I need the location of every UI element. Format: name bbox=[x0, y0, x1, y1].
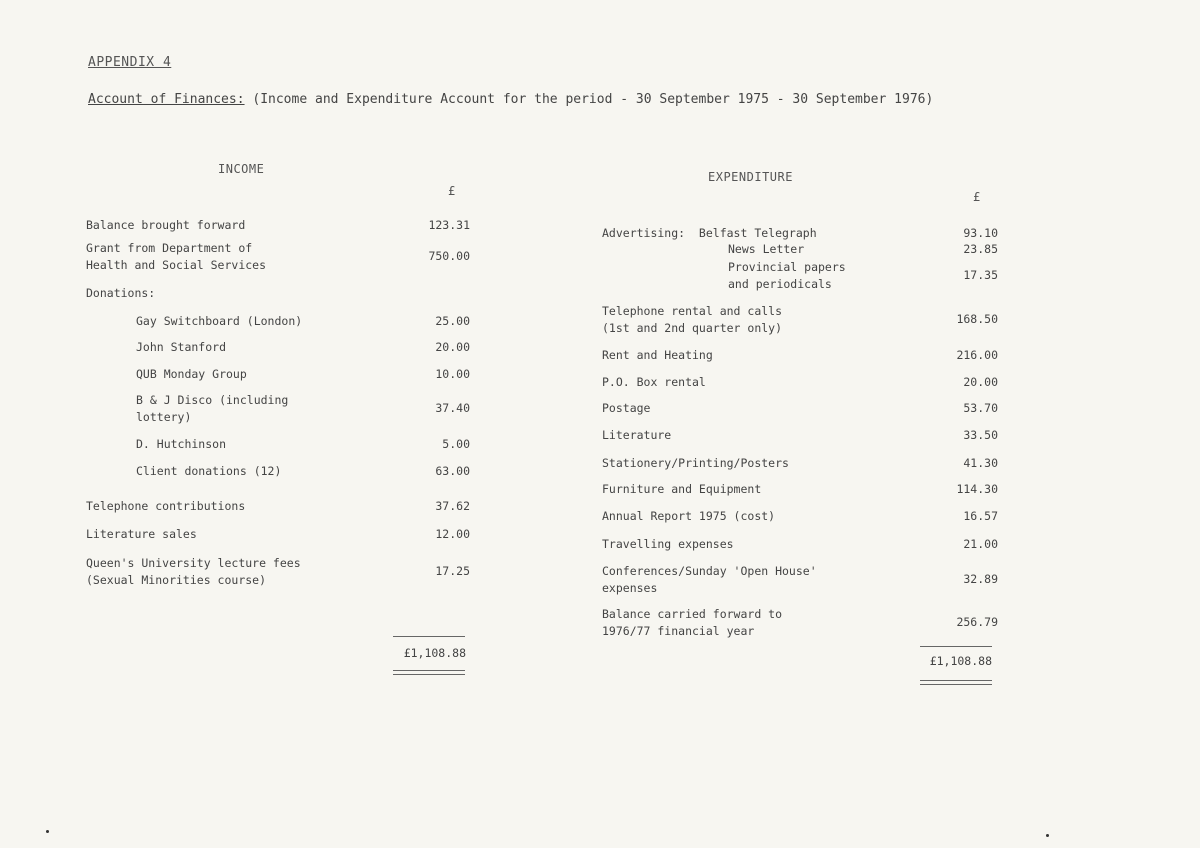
expenditure-double-rule-1 bbox=[920, 680, 992, 681]
income-double-rule-1 bbox=[393, 670, 465, 671]
subtitle bbox=[88, 92, 933, 107]
expenditure-row-label: Balance carried forward to 1976/77 financial year bbox=[602, 607, 783, 638]
expenditure-row-amount: 33.50 bbox=[963, 428, 998, 442]
income-row-amount: 750.00 bbox=[428, 249, 470, 263]
expenditure-total: £1,108.88 bbox=[929, 654, 992, 668]
expenditure-row-amount: 168.50 bbox=[956, 312, 998, 326]
expenditure-row-amount: 216.00 bbox=[956, 348, 998, 362]
expenditure-row-label: Annual Report 1975 (cost) bbox=[602, 509, 776, 523]
income-row-label: Literature sales bbox=[86, 527, 197, 541]
income-row-amount: 37.40 bbox=[435, 401, 470, 415]
expenditure-row-amount: 17.35 bbox=[963, 268, 998, 282]
expenditure-row-amount: 114.30 bbox=[956, 482, 998, 496]
income-row-label: Queen's University lecture fees (Sexual Minorities course) bbox=[86, 556, 301, 587]
expenditure-row-label: Telephone rental and calls (1st and 2nd quarter only) bbox=[602, 304, 783, 335]
income-total: £1,108.88 bbox=[403, 646, 466, 660]
income-double-rule-2 bbox=[393, 674, 465, 675]
expenditure-row-label: Provincial papers and periodicals bbox=[728, 260, 846, 291]
income-row-amount: 123.31 bbox=[428, 218, 470, 232]
income-row-label: D. Hutchinson bbox=[136, 437, 227, 451]
income-currency: £ bbox=[448, 184, 456, 198]
income-row-amount: 12.00 bbox=[435, 527, 470, 541]
income-row-amount: 5.00 bbox=[442, 437, 470, 451]
appendix-title: APPENDIX 4 bbox=[88, 55, 172, 70]
expenditure-row-amount: 20.00 bbox=[963, 375, 998, 389]
income-row-label: Telephone contributions bbox=[86, 499, 246, 513]
subtitle-label: Account of Finances: bbox=[88, 92, 245, 107]
income-row-label: Balance brought forward bbox=[86, 218, 246, 232]
income-total-rule bbox=[393, 636, 465, 637]
expenditure-row-label: News Letter bbox=[728, 242, 805, 256]
expenditure-row-label: Rent and Heating bbox=[602, 348, 713, 362]
income-row-label: Donations: bbox=[86, 286, 156, 300]
income-row-amount: 37.62 bbox=[435, 499, 470, 513]
expenditure-row-label: Literature bbox=[602, 428, 672, 442]
expenditure-row-label: Postage bbox=[602, 401, 651, 415]
expenditure-row-label: P.O. Box rental bbox=[602, 375, 706, 389]
expenditure-row-amount: 32.89 bbox=[963, 572, 998, 586]
income-row-amount: 10.00 bbox=[435, 367, 470, 381]
income-row-amount: 63.00 bbox=[435, 464, 470, 478]
income-row-label: Client donations (12) bbox=[136, 464, 282, 478]
income-row-label: QUB Monday Group bbox=[136, 367, 247, 381]
expenditure-row-amount: 21.00 bbox=[963, 537, 998, 551]
income-row-label: Gay Switchboard (London) bbox=[136, 314, 303, 328]
expenditure-row-label: Furniture and Equipment bbox=[602, 482, 762, 496]
expenditure-row-amount: 93.10 bbox=[963, 226, 998, 240]
expenditure-row-label: Conferences/Sunday 'Open House' expenses bbox=[602, 564, 817, 595]
subtitle-text: (Income and Expenditure Account for the period - 30 September 1975 - 30 September 1976) bbox=[252, 92, 934, 107]
income-row-label: Grant from Department of Health and Social Services bbox=[86, 241, 267, 272]
speck bbox=[1046, 834, 1049, 837]
income-row-amount: 20.00 bbox=[435, 340, 470, 354]
income-row-amount: 17.25 bbox=[435, 564, 470, 578]
income-heading: INCOME bbox=[218, 162, 265, 176]
speck bbox=[46, 830, 49, 833]
expenditure-row-amount: 16.57 bbox=[963, 509, 998, 523]
income-row-label: B & J Disco (including lottery) bbox=[136, 393, 289, 424]
expenditure-currency: £ bbox=[973, 190, 981, 204]
expenditure-row-label: Travelling expenses bbox=[602, 537, 734, 551]
expenditure-row-amount: 41.30 bbox=[963, 456, 998, 470]
expenditure-total-rule bbox=[920, 646, 992, 647]
expenditure-row-label: Advertising: Belfast Telegraph bbox=[602, 226, 817, 240]
expenditure-double-rule-2 bbox=[920, 684, 992, 685]
expenditure-row-label: Stationery/Printing/Posters bbox=[602, 456, 789, 470]
expenditure-row-amount: 23.85 bbox=[963, 242, 998, 256]
income-row-amount: 25.00 bbox=[435, 314, 470, 328]
expenditure-heading: EXPENDITURE bbox=[708, 170, 793, 184]
income-row-label: John Stanford bbox=[136, 340, 227, 354]
expenditure-row-amount: 53.70 bbox=[963, 401, 998, 415]
expenditure-row-amount: 256.79 bbox=[956, 615, 998, 629]
